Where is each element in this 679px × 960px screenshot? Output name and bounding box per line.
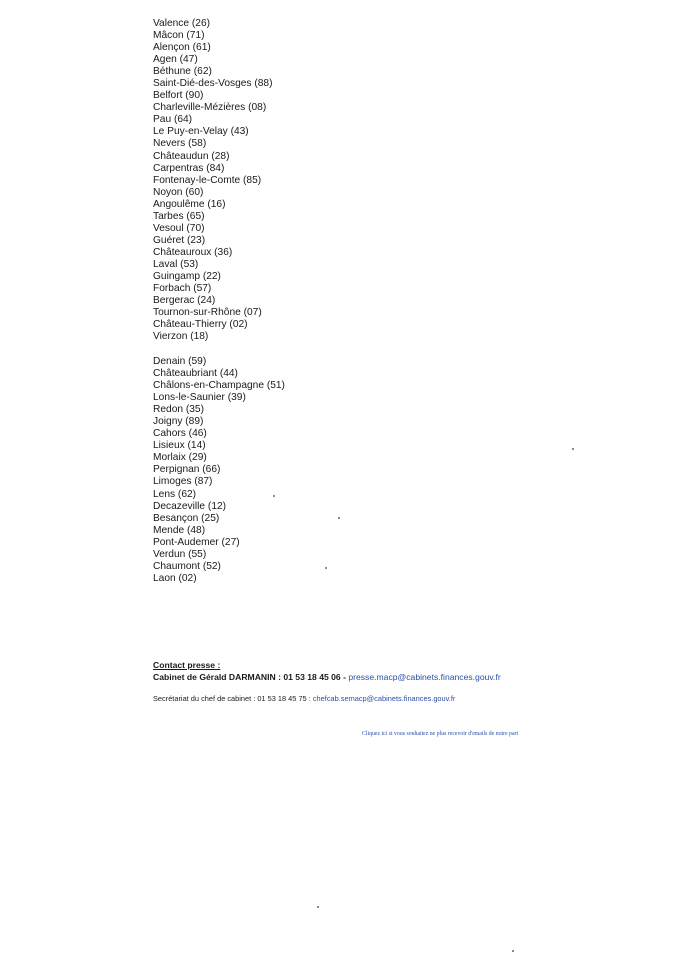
city-list-item: Verdun (55) (153, 548, 207, 560)
city-list-item: Pau (64) (153, 114, 193, 126)
unsubscribe-link[interactable]: Cliquez ici si vous souhaitez ne plus recevoir d'emails de notre part (362, 731, 519, 737)
city-list-item: Valence (26) (153, 18, 211, 29)
city-list-item: Châteaubriant (44) (153, 368, 238, 380)
cabinet-text: Cabinet de Gérald DARMANIN : 01 53 18 45 06 - (153, 672, 349, 682)
cabinet-line (153, 671, 501, 683)
city-list-item: Châteauroux (36) (153, 246, 233, 258)
city-list-item: Bergerac (24) (153, 295, 216, 307)
city-list-item: Tournon-sur-Rhône (07) (153, 307, 262, 319)
city-list-item: Guéret (23) (153, 234, 206, 246)
city-list-item: Pont-Audemer (27) (153, 536, 240, 548)
city-list-item: Le Puy-en-Velay (43) (153, 126, 249, 138)
city-list-item: Joigny (89) (153, 416, 204, 428)
city-list-item: Angoulême (16) (153, 198, 226, 210)
city-list-item: Guingamp (22) (153, 270, 221, 282)
city-list-part-2 (153, 356, 285, 585)
city-list-item: Vesoul (70) (153, 222, 205, 234)
city-list-item: Decazeville (12) (153, 500, 227, 512)
scan-speck (512, 950, 514, 952)
city-list-item: Tarbes (65) (153, 210, 205, 222)
secretariat-line (153, 694, 455, 703)
city-list-item: Lons-le-Saunier (39) (153, 392, 246, 404)
city-list-item: Charleville-Mézières (08) (153, 102, 267, 114)
city-list-item: Béthune (62) (153, 66, 212, 78)
city-list-item: Chaumont (52) (153, 560, 221, 572)
city-list-part-1 (153, 18, 272, 343)
city-list-item: Agen (47) (153, 54, 198, 66)
city-list-item: Cahors (46) (153, 428, 207, 440)
scan-speck (338, 517, 340, 519)
city-list-item: Vierzon (18) (153, 331, 209, 343)
city-list-item: Perpignan (66) (153, 464, 221, 476)
secretariat-text: Secrétariat du chef de cabinet : 01 53 18 45 75 : (153, 694, 313, 703)
scan-speck (273, 495, 275, 497)
city-list-item: Mende (48) (153, 524, 206, 536)
city-list-item: Nevers (58) (153, 138, 207, 150)
contact-title: Contact presse : (153, 660, 221, 670)
city-list-item: Laon (02) (153, 572, 197, 584)
press-email-link[interactable]: presse.macp@cabinets.finances.gouv.fr (348, 672, 501, 682)
city-list-item: Besançon (25) (153, 512, 220, 524)
city-list-item: Belfort (90) (153, 90, 204, 102)
city-list-item: Denain (59) (153, 356, 207, 367)
city-list-item: Lisieux (14) (153, 440, 206, 452)
city-list-item: Morlaix (29) (153, 452, 207, 464)
city-list-item: Mâcon (71) (153, 30, 205, 42)
press-contact (153, 659, 501, 683)
city-list-item: Limoges (87) (153, 476, 213, 488)
scan-speck (572, 448, 574, 450)
city-list-item: Châteaudun (28) (153, 150, 230, 162)
city-list-item: Redon (35) (153, 404, 204, 416)
city-list-item: Châlons-en-Champagne (51) (153, 380, 285, 392)
city-list-item: Noyon (60) (153, 186, 204, 198)
city-list-item: Fontenay-le-Comte (85) (153, 174, 262, 186)
city-list-item: Carpentras (84) (153, 162, 225, 174)
city-list-item: Saint-Dié-des-Vosges (88) (153, 78, 273, 90)
city-list-item: Château-Thierry (02) (153, 319, 248, 331)
city-list-item: Forbach (57) (153, 283, 212, 295)
scan-speck (325, 567, 327, 569)
city-list-item: Alençon (61) (153, 42, 211, 54)
scan-speck (317, 906, 319, 908)
city-list-item: Lens (62) (153, 488, 197, 500)
city-list-item: Laval (53) (153, 258, 199, 270)
secretariat-email-link[interactable]: chefcab.semacp@cabinets.finances.gouv.fr (312, 694, 456, 703)
